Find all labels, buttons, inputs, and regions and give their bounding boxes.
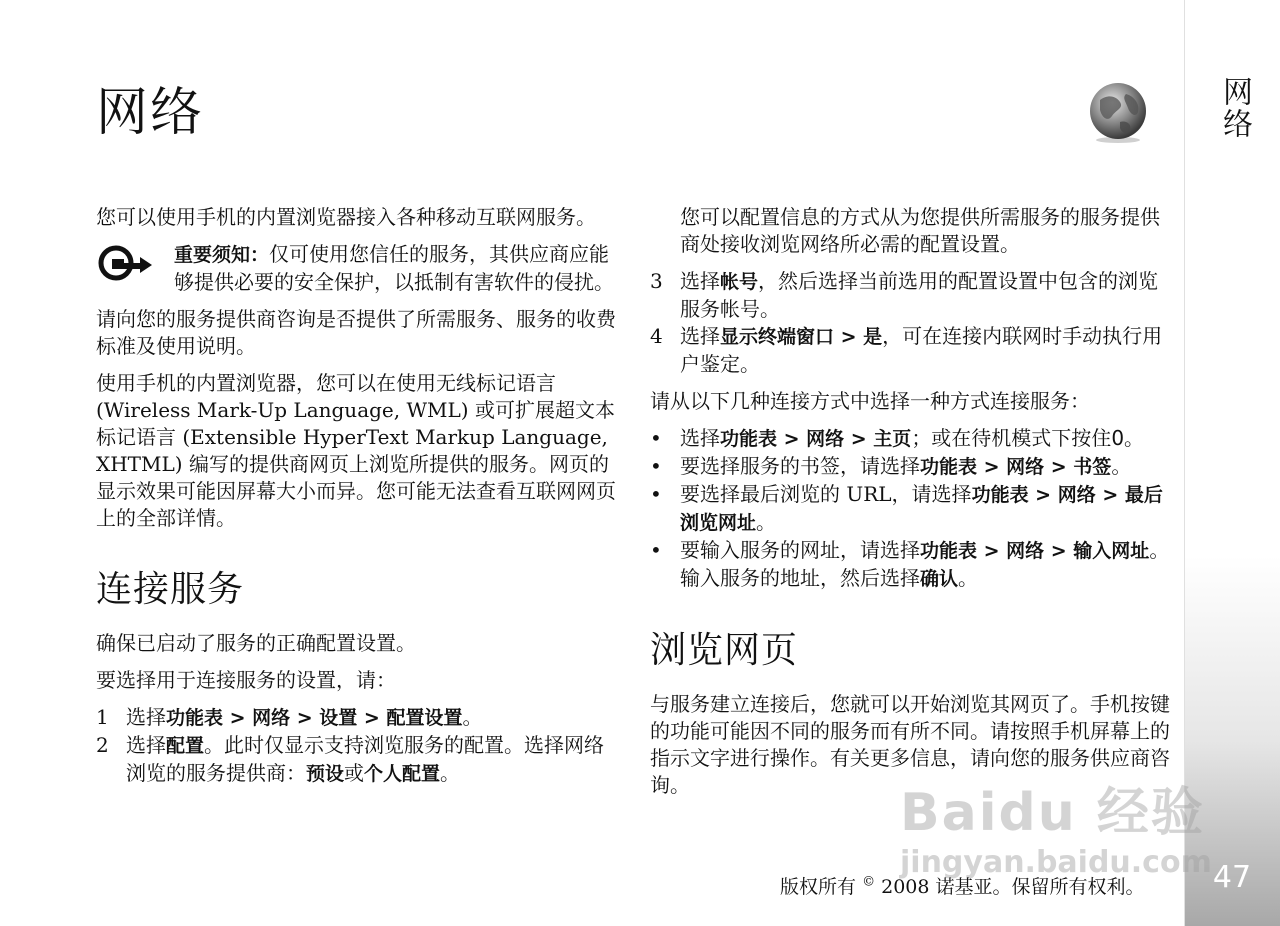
step-text: 选择	[680, 269, 720, 293]
list-item	[650, 323, 1170, 378]
menu-path: 功能表 > 网络 > 最后浏览网址	[680, 484, 1163, 534]
service-inquiry-paragraph: 请向您的服务提供商咨询是否提供了所需服务、服务的收费标准及使用说明。	[96, 307, 616, 358]
side-tab-label: 网络	[1217, 76, 1252, 140]
bullet-text: 要选择最后浏览的 URL，请选择	[680, 482, 972, 506]
key-label: 0	[1111, 426, 1125, 450]
menu-path: 帐号	[720, 271, 759, 293]
list-item	[650, 268, 1170, 323]
list-item	[650, 453, 1170, 481]
step-number: 3	[650, 269, 663, 293]
menu-path: 功能表 > 网络 > 主页	[720, 428, 912, 450]
left-column	[96, 204, 616, 798]
step-text: 选择	[126, 705, 166, 729]
menu-path: 功能表 > 网络 > 设置 > 配置设置	[166, 707, 463, 729]
bullet-text: 要选择服务的书签，请选择	[680, 454, 920, 478]
menu-path: 功能表 > 网络 > 书签	[920, 456, 1112, 478]
copyright-line	[780, 872, 1145, 899]
ensure-config-paragraph: 确保已启动了服务的正确配置设置。	[96, 631, 416, 655]
bullet-text: 。	[1124, 426, 1145, 450]
step-number: 1	[96, 705, 109, 729]
copyright-prefix: 版权所有	[780, 876, 857, 898]
list-item	[650, 537, 1170, 593]
list-item	[96, 704, 616, 732]
step-text: ，然后选择当前选用的配置设置中包含的浏览服务帐号。	[680, 269, 1159, 321]
bullet-icon: •	[650, 426, 662, 450]
bullet-text: 。输入服务的地址，然后选择	[680, 538, 1170, 590]
step-text: 选择	[126, 733, 166, 757]
config-message-paragraph: 您可以配置信息的方式从为您提供所需服务的服务提供商处接收浏览网络所必需的配置设置。	[680, 205, 1160, 256]
select-settings-paragraph: 要选择用于连接服务的设置，请：	[96, 668, 396, 692]
bullet-icon: •	[650, 482, 662, 506]
important-note	[96, 241, 616, 296]
copyright-suffix: 2008 诺基亚。保留所有权利。	[881, 876, 1145, 898]
watermark-url: jingyan.baidu.com	[900, 845, 1212, 880]
baidu-watermark	[900, 770, 1212, 880]
list-item	[650, 481, 1170, 537]
globe-icon	[1086, 80, 1150, 144]
page-number: 47	[1212, 860, 1252, 895]
bullet-text: 。	[756, 510, 777, 534]
menu-option: 预设	[306, 763, 345, 785]
connection-methods-list	[650, 425, 1170, 593]
note-bold-label: 重要须知：	[174, 244, 270, 266]
list-item	[650, 425, 1170, 453]
copyright-symbol: ©	[862, 874, 876, 890]
menu-path: 功能表 > 网络 > 输入网址	[920, 540, 1150, 562]
page-title: 网络	[96, 83, 205, 143]
bullet-icon: •	[650, 454, 662, 478]
browse-paragraph: 与服务建立连接后，您就可以开始浏览其网页了。手机按键的功能可能因不同的服务而有所不同。请按照手机屏幕上的指示文字进行操作。有关更多信息，请向您的服务供应商咨询。	[650, 692, 1170, 797]
right-column	[650, 204, 1170, 809]
warning-note-icon	[96, 241, 174, 296]
section-heading-connect: 连接服务	[96, 569, 245, 610]
watermark-main: Baidu 经验	[900, 783, 1205, 843]
step-number: 4	[650, 324, 663, 348]
connection-methods-paragraph: 请从以下几种连接方式中选择一种方式连接服务：	[650, 389, 1090, 413]
intro-paragraph: 您可以使用手机的内置浏览器接入各种移动互联网服务。	[96, 205, 596, 229]
bullet-text: 。	[958, 566, 979, 590]
bullet-text: 要输入服务的网址，请选择	[680, 538, 920, 562]
menu-option: 确认	[920, 568, 959, 590]
step-text: 。此时仅显示支持浏览服务的配置。选择网络浏览的服务提供商：	[126, 733, 605, 785]
menu-path: 显示终端窗口 > 是	[720, 326, 883, 348]
step-number: 2	[96, 733, 109, 757]
note-text: 仅可使用您信任的服务，其供应商应能够提供必要的安全保护，以抵制有害软件的侵扰。	[174, 242, 614, 294]
steps-list-continued	[650, 268, 1170, 378]
section-heading-browse: 浏览网页	[650, 630, 799, 671]
step-text: 。	[440, 761, 461, 785]
menu-option: 个人配置	[364, 763, 441, 785]
step-text: ，可在连接内联网时手动执行用户鉴定。	[680, 324, 1163, 376]
list-item	[96, 732, 616, 788]
step-text: 或	[344, 761, 365, 785]
step-text: 选择	[680, 324, 720, 348]
bullet-text: ；或在待机模式下按住	[911, 426, 1112, 450]
bullet-text: 选择	[680, 426, 720, 450]
menu-path: 配置	[166, 735, 205, 757]
bullet-text: 。	[1111, 454, 1132, 478]
step-text: 。	[462, 705, 483, 729]
browser-description-paragraph: 使用手机的内置浏览器，您可以在使用无线标记语言 (Wireless Mark-Up Language, WML) 或可扩展超文本标记语言 (Extensible HyperText Markup Language, XHTML) 编写的提供商网页上浏览所提供的服务。网页的显示效果可能因屏幕大小而异。您可能无法查看互联网网页上的全部详情。	[96, 371, 616, 530]
steps-list	[96, 704, 616, 788]
bullet-icon: •	[650, 538, 662, 562]
